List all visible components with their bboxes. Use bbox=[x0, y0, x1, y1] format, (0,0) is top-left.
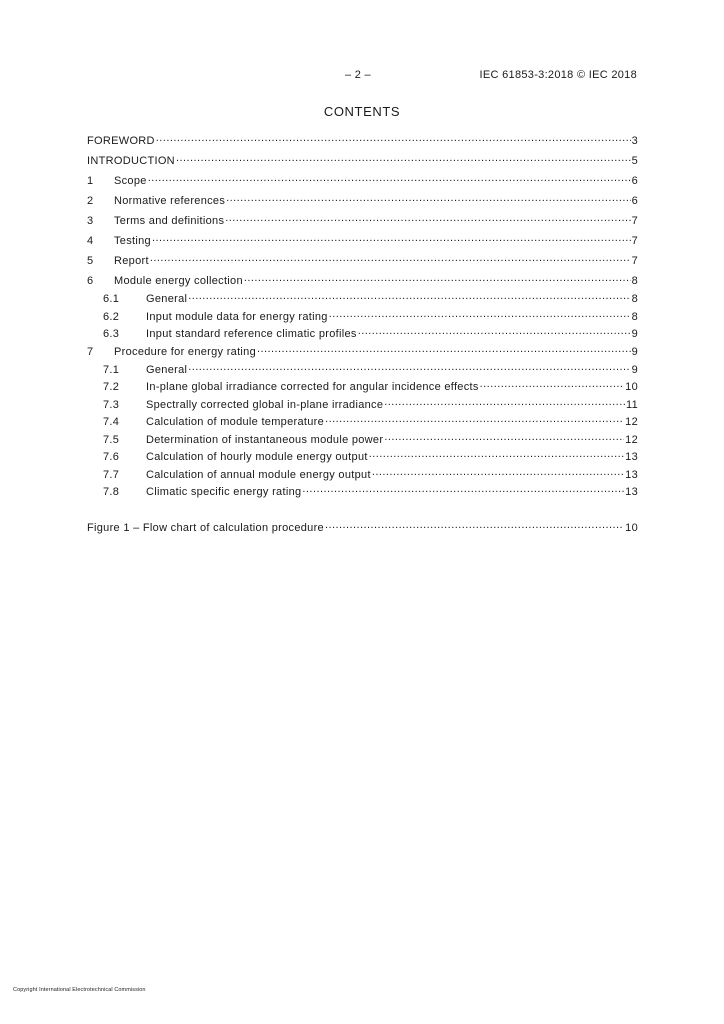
toc-entry-page: 8 bbox=[631, 310, 638, 323]
toc-leader-dots bbox=[358, 325, 631, 337]
toc-entry-7-6-hourly-energy[interactable] bbox=[87, 448, 638, 466]
toc-entry-label: Procedure for energy rating bbox=[114, 345, 257, 358]
toc-entry-label: Figure 1 – Flow chart of calculation procedure bbox=[87, 521, 324, 534]
toc-entry-number: 6.3 bbox=[103, 328, 120, 340]
toc-entry-normative-references[interactable] bbox=[87, 192, 638, 212]
toc-entry-scope[interactable] bbox=[87, 172, 638, 192]
toc-entry-7-1-general[interactable] bbox=[87, 361, 638, 379]
toc-entry-label: Module energy collection bbox=[114, 275, 243, 287]
toc-entry-page: 9 bbox=[631, 328, 638, 340]
toc-leader-dots bbox=[244, 272, 631, 284]
toc-entry-foreword[interactable] bbox=[87, 132, 638, 152]
toc-entry-number: 6.1 bbox=[103, 293, 120, 305]
toc-entry-page: 6 bbox=[631, 175, 638, 187]
toc-entry-label: Calculation of module temperature bbox=[146, 416, 325, 428]
toc-entry-page: 13 bbox=[625, 486, 638, 498]
toc-entry-label: INTRODUCTION bbox=[87, 155, 175, 167]
toc-leader-dots bbox=[372, 466, 624, 478]
page-title: CONTENTS bbox=[323, 104, 401, 119]
toc-entry-6-3-climatic-profiles[interactable] bbox=[87, 325, 638, 343]
toc-entry-procedure-for-energy-rating[interactable] bbox=[87, 343, 638, 361]
toc-entry-number: 2 bbox=[87, 195, 94, 207]
toc-entry-page: 13 bbox=[625, 451, 638, 463]
toc-entry-page: 6 bbox=[631, 195, 638, 207]
toc-entry-7-4-module-temperature[interactable] bbox=[87, 413, 638, 431]
toc-entry-number: 7.2 bbox=[103, 381, 120, 393]
toc-entry-7-2-in-plane-irradiance[interactable] bbox=[87, 378, 638, 396]
toc-entry-report[interactable] bbox=[87, 252, 638, 272]
toc-entry-page: 7 bbox=[631, 235, 638, 247]
toc-entry-page: 3 bbox=[631, 135, 638, 147]
toc-entry-label: Climatic specific energy rating bbox=[146, 486, 302, 498]
toc-entry-6-1-general[interactable] bbox=[87, 290, 638, 308]
toc-entry-number: 7.1 bbox=[103, 363, 120, 376]
toc-entry-7-5-module-power[interactable] bbox=[87, 431, 638, 449]
toc-leader-dots bbox=[302, 483, 624, 495]
toc-leader-dots bbox=[188, 361, 630, 373]
toc-entry-label: Input standard reference climatic profiles bbox=[146, 328, 357, 340]
toc-entry-figure-1[interactable] bbox=[87, 519, 638, 539]
toc-entry-label: Input module data for energy rating bbox=[146, 310, 328, 323]
toc-leader-dots bbox=[226, 192, 630, 204]
toc-entry-number: 7 bbox=[87, 345, 94, 358]
toc-entry-page: 7 bbox=[631, 215, 638, 227]
toc-entry-number: 7.8 bbox=[103, 486, 120, 498]
toc-entry-number: 7.5 bbox=[103, 433, 120, 446]
toc-entry-label: General bbox=[146, 363, 188, 376]
toc-leader-dots bbox=[150, 252, 631, 264]
toc-leader-dots bbox=[480, 378, 624, 390]
toc-entry-label: Report bbox=[114, 255, 149, 267]
toc-entry-page: 8 bbox=[631, 275, 638, 287]
toc-entry-page: 12 bbox=[625, 416, 638, 428]
toc-entry-label: Scope bbox=[114, 175, 147, 187]
toc-entry-testing[interactable] bbox=[87, 232, 638, 252]
toc-entry-page: 10 bbox=[625, 381, 638, 393]
toc-entry-number: 3 bbox=[87, 215, 94, 227]
toc-entry-label: Calculation of hourly module energy output bbox=[146, 451, 368, 463]
toc-entry-page: 7 bbox=[631, 255, 638, 267]
toc-entry-number: 7.4 bbox=[103, 416, 120, 428]
toc-entry-introduction[interactable] bbox=[87, 152, 638, 172]
toc-entry-label: Terms and definitions bbox=[114, 215, 225, 227]
toc-entry-number: 7.3 bbox=[103, 398, 120, 411]
standard-reference: IEC 61853-3:2018 © IEC 2018 bbox=[479, 69, 637, 81]
toc-entry-label: General bbox=[146, 293, 188, 305]
toc-entry-terms-and-definitions[interactable] bbox=[87, 212, 638, 232]
page-number: – 2 – bbox=[345, 69, 371, 81]
toc-entry-page: 11 bbox=[625, 398, 638, 411]
table-of-contents bbox=[87, 132, 638, 539]
toc-entry-number: 6 bbox=[87, 275, 94, 287]
toc-entry-page: 8 bbox=[631, 293, 638, 305]
toc-leader-dots bbox=[148, 172, 631, 184]
toc-leader-dots bbox=[369, 448, 624, 460]
toc-entry-module-energy-collection[interactable] bbox=[87, 272, 638, 290]
toc-leader-dots bbox=[188, 290, 630, 302]
toc-entry-page: 10 bbox=[625, 521, 638, 534]
toc-entry-page: 5 bbox=[631, 155, 638, 167]
toc-entry-label: Spectrally corrected global in-plane irradiance bbox=[146, 398, 384, 411]
toc-entry-page: 12 bbox=[625, 433, 638, 446]
spacer bbox=[87, 501, 638, 519]
toc-entry-number: 1 bbox=[87, 175, 94, 187]
toc-leader-dots bbox=[384, 396, 625, 408]
toc-entry-number: 5 bbox=[87, 255, 94, 267]
toc-entry-7-7-annual-energy[interactable] bbox=[87, 466, 638, 484]
toc-leader-dots bbox=[325, 413, 624, 425]
toc-leader-dots bbox=[156, 132, 631, 144]
toc-entry-number: 4 bbox=[87, 235, 94, 247]
toc-entry-label: In-plane global irradiance corrected for angular incidence effects bbox=[146, 381, 479, 393]
toc-entry-7-3-spectrally-corrected[interactable] bbox=[87, 396, 638, 414]
toc-leader-dots bbox=[257, 343, 631, 355]
toc-entry-label: Calculation of annual module energy output bbox=[146, 468, 371, 481]
toc-entry-7-8-climatic-specific-rating[interactable] bbox=[87, 483, 638, 501]
toc-entry-number: 7.7 bbox=[103, 468, 120, 481]
toc-entry-label: Normative references bbox=[114, 195, 226, 207]
toc-leader-dots bbox=[325, 519, 624, 531]
toc-leader-dots bbox=[329, 308, 631, 320]
toc-leader-dots bbox=[152, 232, 631, 244]
toc-entry-6-2-input-module-data[interactable] bbox=[87, 308, 638, 326]
toc-entry-page: 13 bbox=[625, 468, 638, 481]
toc-entry-number: 6.2 bbox=[103, 310, 120, 323]
toc-entry-label: FOREWORD bbox=[87, 135, 155, 147]
toc-leader-dots bbox=[225, 212, 630, 224]
toc-entry-label: Determination of instantaneous module power bbox=[146, 433, 384, 446]
copyright-footer: Copyright International Electrotechnical Commission bbox=[13, 987, 146, 993]
toc-entry-page: 9 bbox=[631, 363, 638, 376]
toc-entry-label: Testing bbox=[114, 235, 151, 247]
toc-entry-page: 9 bbox=[631, 345, 638, 358]
toc-leader-dots bbox=[176, 152, 631, 164]
toc-leader-dots bbox=[384, 431, 624, 443]
toc-entry-number: 7.6 bbox=[103, 451, 120, 463]
